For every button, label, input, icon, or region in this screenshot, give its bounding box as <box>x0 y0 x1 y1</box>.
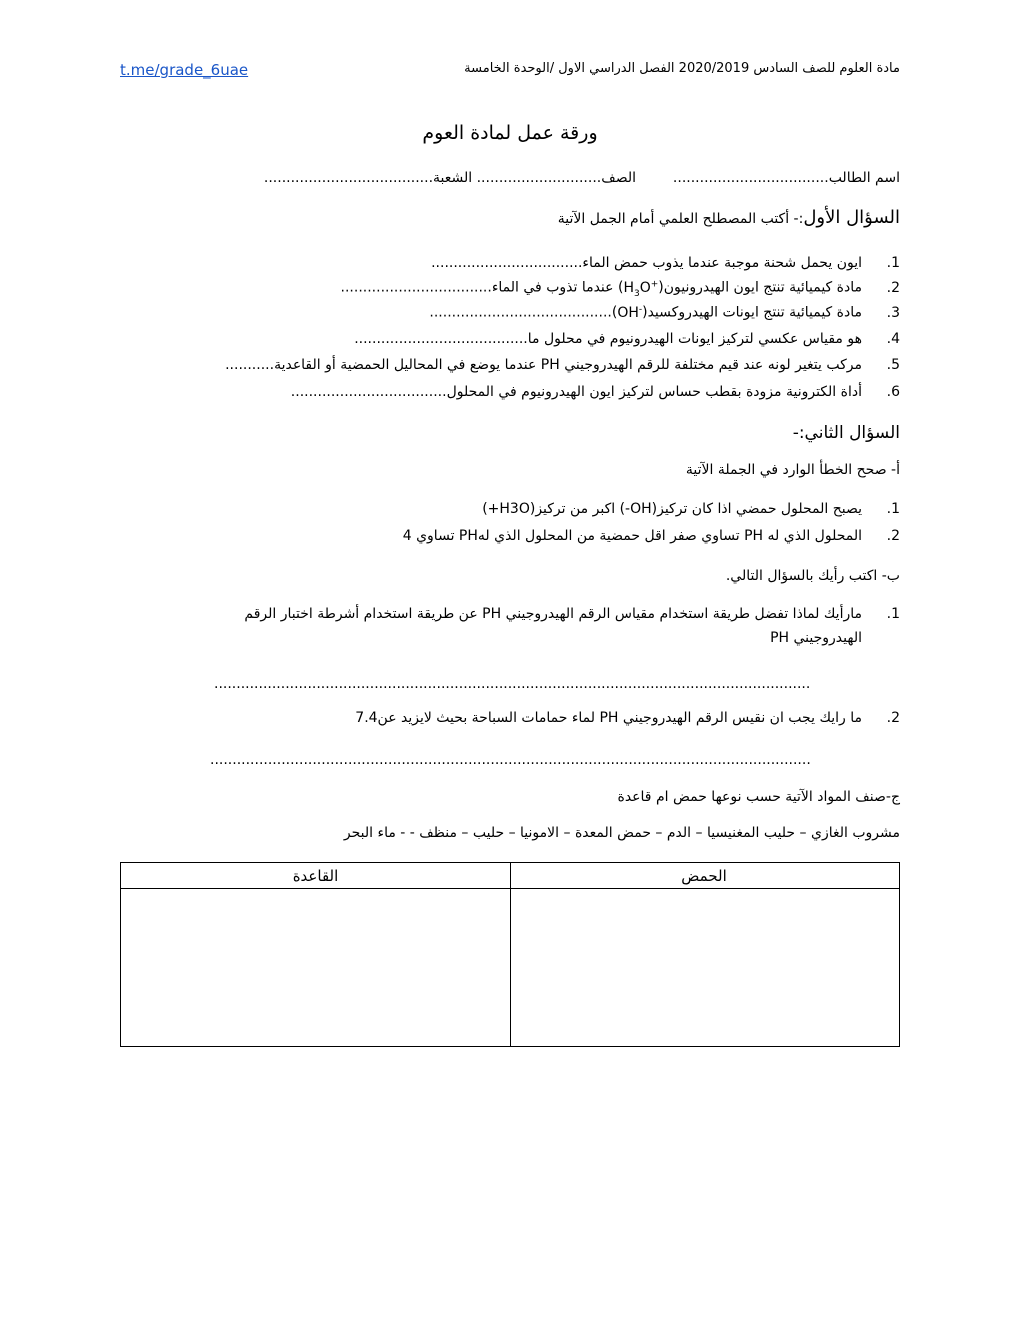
classification-table <box>120 862 900 1047</box>
q1-heading <box>558 207 900 228</box>
q2-heading: السؤال الثاني:- <box>792 423 900 443</box>
acid-header: الحمض <box>509 863 899 889</box>
answer-line: ....................................................................................................................................... <box>210 752 811 768</box>
item-number: 4. <box>886 331 900 347</box>
section-blank: ...................................... <box>263 170 434 186</box>
q1-item-2 <box>341 279 900 298</box>
q1-title: السؤال الأول <box>803 207 900 228</box>
item-text: هو مقياس عكسي لتركيز ايونات الهيدرونيوم في محلول ما <box>527 331 862 347</box>
item-number: 2. <box>886 710 900 726</box>
hydroxide-formula: OH- <box>617 304 643 321</box>
item-number: 2. <box>886 528 900 544</box>
hydronium-formula: $H_3O^+$ <box>623 279 659 299</box>
item-number: 5. <box>886 357 900 373</box>
q1-item-3 <box>429 304 900 321</box>
q2-part-c-label: ج-صنف المواد الآتية حسب نوعها حمض ام قاعدة <box>617 789 900 805</box>
item-text: مركب يتغير لونه عند قيم مختلفة للرقم الهيدروجيني PH عندما يوضع في المحاليل الحمضية أو القاعدية <box>274 357 862 373</box>
q2-part-b-label: ب- اكتب رأيك بالسؤال التالي. <box>725 568 900 584</box>
item-text: ايون يحمل شحنة موجبة عندما يذوب حمض الماء <box>582 255 862 271</box>
name-blank: ................................... <box>672 170 829 186</box>
answer-blank: ........... <box>225 357 275 373</box>
item-number: 1. <box>886 501 900 517</box>
item-number: 6. <box>886 384 900 400</box>
item-text: مارأيك لماذا تفضل طريقة استخدام مقياس الرقم الهيدروجيني PH عن طريقة استخدام أشرطة اختبار الرقم <box>244 606 862 622</box>
q1-item-5 <box>225 357 900 373</box>
item-text-line2: الهيدروجيني PH <box>770 630 862 646</box>
item-text: المحلول الذي له PH تساوي صفر اقل حمضية من المحلول الذي لهPH تساوي 4 <box>402 528 862 544</box>
class-blank: ............................ <box>476 170 602 186</box>
base-answer-cell[interactable] <box>121 889 510 1046</box>
q2-b-item-2 <box>355 710 900 726</box>
answer-blank: ......................................... <box>429 304 612 321</box>
class-label: الصف <box>601 170 637 186</box>
page-title: ورقة عمل لمادة العوم <box>422 122 598 144</box>
item-text-end: ) عندما تذوب في الماء <box>491 279 624 296</box>
section-label: الشعبة <box>433 170 473 186</box>
item-text: أداة الكترونية مزودة بقطب حساس لتركيز ايون الهيدرونيوم في المحلول <box>446 384 862 400</box>
answer-blank: ................................... <box>290 384 447 400</box>
q1-instruction: :- أكتب المصطلح العلمي أمام الجمل الآتية <box>557 211 804 227</box>
item-number: 2. <box>886 279 900 296</box>
item-text: ما رايك يجب ان نقيس الرقم الهيدروجيني PH لماء حمامات السباحة بحيث لايزيد عن7.4 <box>355 710 862 726</box>
acid-column <box>509 863 899 1046</box>
q2-a-item-1 <box>482 501 900 517</box>
item-text: مادة كيميائية تنتج ايونات الهيدروكسيد( <box>642 304 862 321</box>
materials-list: مشروب الغازي – حليب المغنيسيا – الدم – حمض المعدة – الامونيا – حليب – منظف - - ماء البحر <box>343 825 900 841</box>
answer-line: ...................................................................................................................................... <box>214 676 811 692</box>
name-label: اسم الطالب <box>828 170 900 186</box>
q1-item-1 <box>431 255 900 271</box>
item-number: 1. <box>886 255 900 271</box>
student-info-line <box>264 170 900 186</box>
q1-item-4 <box>354 331 900 347</box>
item-text: مادة كيميائية تنتج ايون الهيدرونيون( <box>658 279 862 296</box>
acid-answer-cell[interactable] <box>509 889 899 1046</box>
answer-blank: ....................................... <box>354 331 528 347</box>
item-number: 1. <box>886 606 900 622</box>
q2-a-item-2 <box>403 528 900 544</box>
telegram-link[interactable]: t.me/grade_6uae <box>120 61 249 79</box>
q2-part-a-label: أ- صحح الخطأ الوارد في الجملة الآتية <box>685 462 900 478</box>
item-text-end: ) <box>611 304 618 321</box>
base-column <box>121 863 511 1046</box>
q2-b-item-1 <box>244 606 900 646</box>
q1-item-6 <box>291 384 900 400</box>
item-text: يصبح المحلول حمضي اذا كان تركيز(OH-) اكبر من تركيز(H3O+) <box>482 501 862 517</box>
answer-blank: .................................. <box>431 255 583 271</box>
item-number: 3. <box>886 304 900 321</box>
answer-blank: .................................. <box>340 279 492 296</box>
base-header: القاعدة <box>121 863 510 889</box>
course-info: مادة العلوم للصف السادس 2020/2019 الفصل الدراسي الاول /الوحدة الخامسة <box>464 61 900 76</box>
